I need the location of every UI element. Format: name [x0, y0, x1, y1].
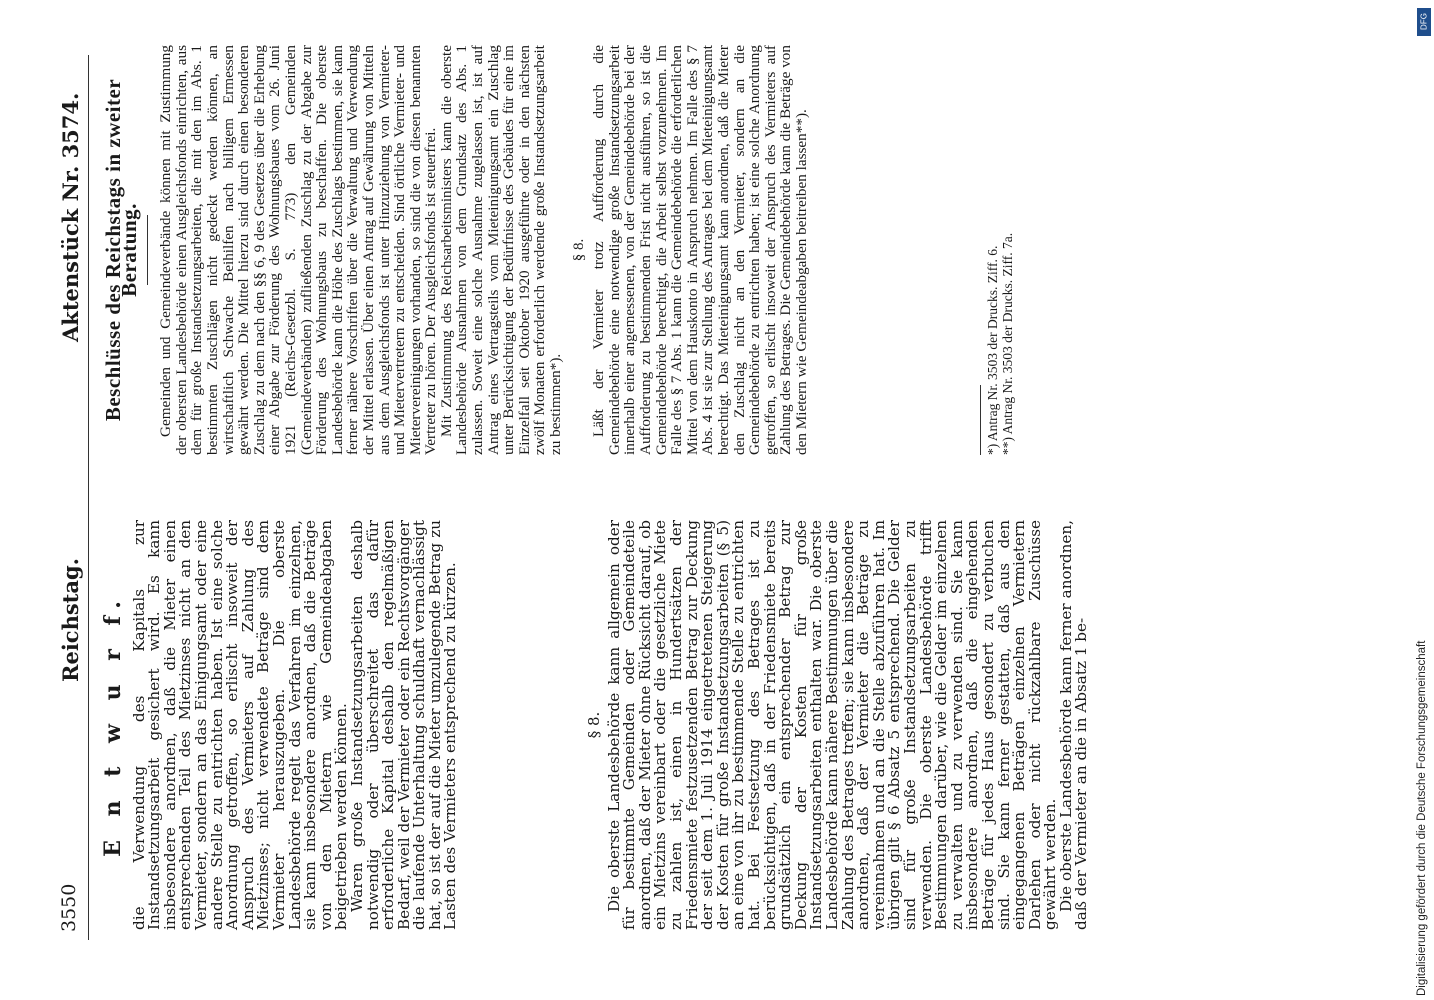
right-column-resolutions [101, 45, 1015, 455]
footnote-1: *) Antrag Nr. 3503 der Drucks. Ziff. 6. [984, 245, 1000, 455]
draft-paragraph-2: Waren große Instandsetzungsarbeiten deshalb notwendig oder überschreitet das dafür erforderliche Kapital deshalb den regelmäßigen Bedarf, weil der Vermieter oder ein Rechtsvorgänger die laufende Unterhaltung schuldhaft vernachlässigt hat, so ist der auf die Mieter umzulegende Betrag zu Lasten des Vermieters entsprechend zu kürzen. [347, 519, 460, 930]
document-page [6, 0, 1386, 1000]
dfg-logo-text: DFG [1419, 13, 1429, 30]
resolution-paragraph-3: Läßt der Vermieter trotz Aufforderung durch die Gemeindebehörde eine notwendige große Instandsetzungsarbeit innerhalb einer angemessenen, von der Gemeindebehörde bei der Aufforderung zu bestimmenden Frist nicht ausführen, so ist die Gemeindebehörde berechtigt, die Arbeit selbst vorzunehmen. Im Falle des § 7 Abs. 1 kann die Gemeindebehörde die erforderlichen Mittel von dem Hauskonto in Anspruch nehmen. Im Falle des § 7 Abs. 4 ist sie zur Stellung des Antrages bei dem Mieteinigungsamt berechtigt. Das Mieteinigungsamt kann anordnen, daß die Mieter den Zuschlag nicht an den Vermieter, sondern an die Gemeindebehörde zu entrichten haben; ist eine solche Anordnung getroffen, so erlischt insoweit der Anspruch des Vermieters auf Zahlung des Betrages. Die Gemeindebehörde kann die Beträge von den Mietern wie Gemeindeabgaben beitreiben lassen**). [590, 45, 810, 455]
column-gap [459, 520, 579, 930]
running-header [58, 62, 88, 932]
heading-rule [147, 215, 148, 285]
digitization-credit: Digitalisierung gefördert durch die Deutsche Forschungsgemeinschaft [1416, 640, 1428, 996]
header-rule [88, 55, 89, 940]
draft-section-number: § 8. [585, 711, 604, 739]
resolution-paragraph-2: Mit Zustimmung des Reichsarbeitsministers kann die oberste Landesbehörde Ausnahmen von dem Grundsatz des Abs. 1 zulassen. Soweit eine solche Ausnahme zugelassen ist, ist auf Antrag eines Vertragsteils vom Mieteinigungsamt ein Zuschlag unter Berücksichtigung der Bedürfnisse des Gebäudes für eine im Einzelfall seit Oktober 1920 ausgeführte oder in den nächsten zwölf Monaten erforderlich werdende große Instandsetzungsarbeit zu bestimmen*). [437, 45, 565, 455]
header-reichstag: Reichstag. [58, 558, 83, 682]
draft-intro-paragraph: die Verwendung des Kapitals zur Instandsetzungsarbeit gesichert wird. Es kann insbesondere anordnen, daß die Mieter einen entsprechenden Teil des Mietzinses nicht an den Vermieter, sondern an das Einigungsamt oder eine andere Stelle zu entrichten haben. Ist eine solche Anordnung getroffen, so erlischt insoweit der Anspruch des Vermieters auf Zahlung des Mietzinses; nicht verwendete Beträge sind dem Vermieter herauszugeben. Die oberste Landesbehörde regelt das Verfahren im einzelnen, sie kann insbesondere anordnen, daß die Beträge von den Mietern wie Gemeindeabgaben beigetrieben werden können. [129, 520, 351, 930]
resolution-section-number: § 8. [570, 238, 587, 262]
left-column-draft [100, 519, 1091, 930]
footnote-rule [980, 385, 981, 455]
draft-heading: E n t w u r f. [100, 593, 126, 857]
header-document-number: Aktenstück Nr. 3574. [58, 92, 83, 342]
resolution-paragraph-1: Gemeinden und Gemeindeverbände können mit Zustimmung der obersten Landesbehörde einen Ausgleichsfonds einrichten, aus dem für große Instandsetzungsarbeiten, die mit den im Abs. 1 bestimmten Zuschlägen nicht gedeckt werden können, an wirtschaftlich Schwache Beihilfen nach billigem Ermessen gewährt werden. Die Mittel hierzu sind durch einen besonderen Zuschlag zu dem nach den §§ 6, 9 des Gesetzes über die Erhebung einer Abgabe zur Förderung des Wohnungsbaues vom 26. Juni 1921 (Reichs-Gesetzbl. S. 773) den Gemeinden (Gemeindeverbänden) zufließenden Zuschlag zu der Abgabe zur Förderung des Wohnungsbaus zu beschaffen. Die oberste Landesbehörde kann die Höhe des Zuschlags bestimmen, sie kann ferner nähere Vorschriften über die Verwaltung und Verwendung der Mittel erlassen. Über einen Antrag auf Gewährung von Mitteln aus dem Ausgleichsfonds ist unter Hinzuziehung von Vermieter- und Mietervertretern zu entscheiden. Sind örtliche Vermieter- und Mietervereinigungen vorhanden, so sind die von diesen benannten Vertreter zu hören. Der Ausgleichsfonds ist steuerfrei. [157, 45, 440, 455]
digitization-sidebar [1414, 4, 1434, 996]
draft-section-8-paragraph: Die oberste Landesbehörde kann allgemein oder für bestimmte Gemeinden oder Gemeindeteile anordnen, daß der Mieter ohne Rücksicht darauf, ob ein Mietzins vereinbart oder die gesetzliche Miete zu zahlen ist, einen in Hundertsätzen der Friedensmiete festzusetzenden Betrag zur Deckung der seit dem 1. Juli 1914 eingetretenen Steigerung der Kosten für große Instandsetzungsarbeiten (§ 5) an eine von ihr zu bestimmende Stelle zu entrichten hat. Bei Festsetzung des Betrages ist zu berücksichtigen, daß in der Friedensmiete bereits grundsätzlich ein entsprechender Betrag zur Deckung der Kosten für große Instandsetzungsarbeiten enthalten war. Die oberste Landesbehörde kann nähere Bestimmungen über die Zahlung des Betrages treffen; sie kann insbesondere anordnen, daß der Vermieter die Beträge zu vereinnahmen und an die Stelle abzuführen hat. Im übrigen gilt § 6 Absatz 5 entsprechend. Die Gelder sind für große Instandsetzungsarbeiten zu verwenden. Die oberste Landesbehörde trifft Bestimmungen darüber, wie die Gelder im einzelnen zu verwalten und zu verwenden sind. Sie kann insbesondere anordnen, daß die eingehenden Beträge für jedes Haus gesondert zu verbuchen sind. Sie kann ferner gestatten, daß aus den eingegangenen Beträgen einzelnen Vermietern Darlehen oder nicht rückzahlbare Zuschüsse gewährt werden. [604, 520, 1060, 930]
footnote-2: **) Antrag Nr. 3503 der Drucks. Ziff. 7a. [999, 232, 1015, 455]
resolutions-heading: Beschlüsse des Reichstags in zweiter Beratung. [101, 78, 141, 422]
draft-closing-paragraph: Die oberste Landesbehörde kann ferner anordnen, daß der Vermieter an die in Absatz 1 be- [1056, 520, 1091, 930]
page-number: 3550 [58, 883, 80, 932]
